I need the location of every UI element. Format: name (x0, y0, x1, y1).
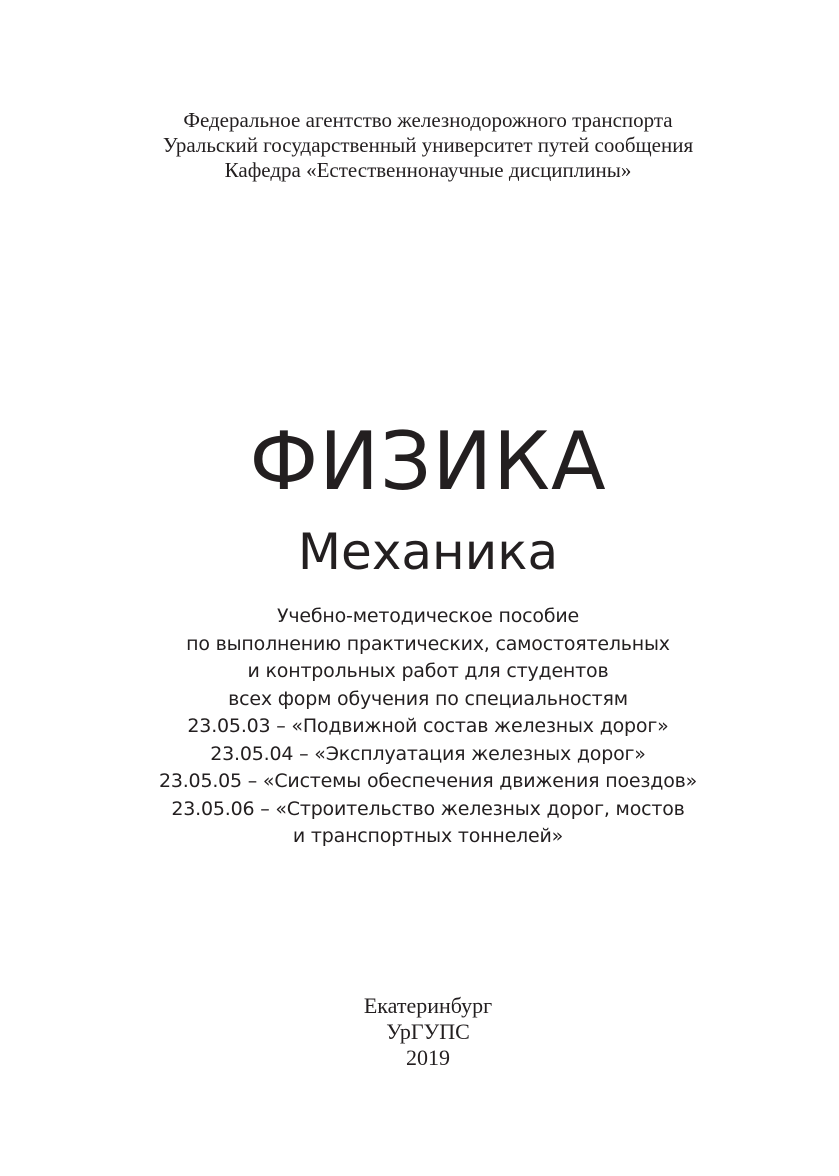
header-line-department: Кафедра «Естественнонаучные дисциплины» (224, 158, 632, 182)
specialty-line: 23.05.06 – «Строительство железных дорог, мостов (171, 797, 685, 820)
header-line-university: Уральский государственный университет путей сообщения (162, 133, 694, 157)
description-line: и контрольных работ для студентов (247, 660, 609, 682)
publication-city: Екатеринбург (363, 993, 493, 1018)
description-line: всех форм обучения по специальностям (228, 687, 628, 710)
book-subtitle: Механика (297, 523, 559, 581)
publisher-name: УрГУПС (386, 1019, 470, 1044)
book-title: ФИЗИКА (249, 415, 607, 508)
publication-footer (0, 993, 839, 1071)
institution-header (0, 108, 839, 183)
specialty-line: 23.05.05 – «Системы обеспечения движения поездов» (158, 770, 698, 792)
book-description (0, 603, 839, 851)
specialty-line: 23.05.03 – «Подвижной состав железных дорог» (187, 715, 669, 737)
specialty-line: 23.05.04 – «Эксплуатация железных дорог» (210, 742, 646, 765)
description-line: по выполнению практических, самостоятельных (186, 632, 670, 655)
description-line: Учебно-методическое пособие (277, 605, 579, 627)
header-line-agency: Федеральное агентство железнодорожного транспорта (183, 108, 673, 132)
publication-year: 2019 (406, 1045, 450, 1070)
specialty-line: и транспортных тоннелей» (292, 825, 564, 847)
